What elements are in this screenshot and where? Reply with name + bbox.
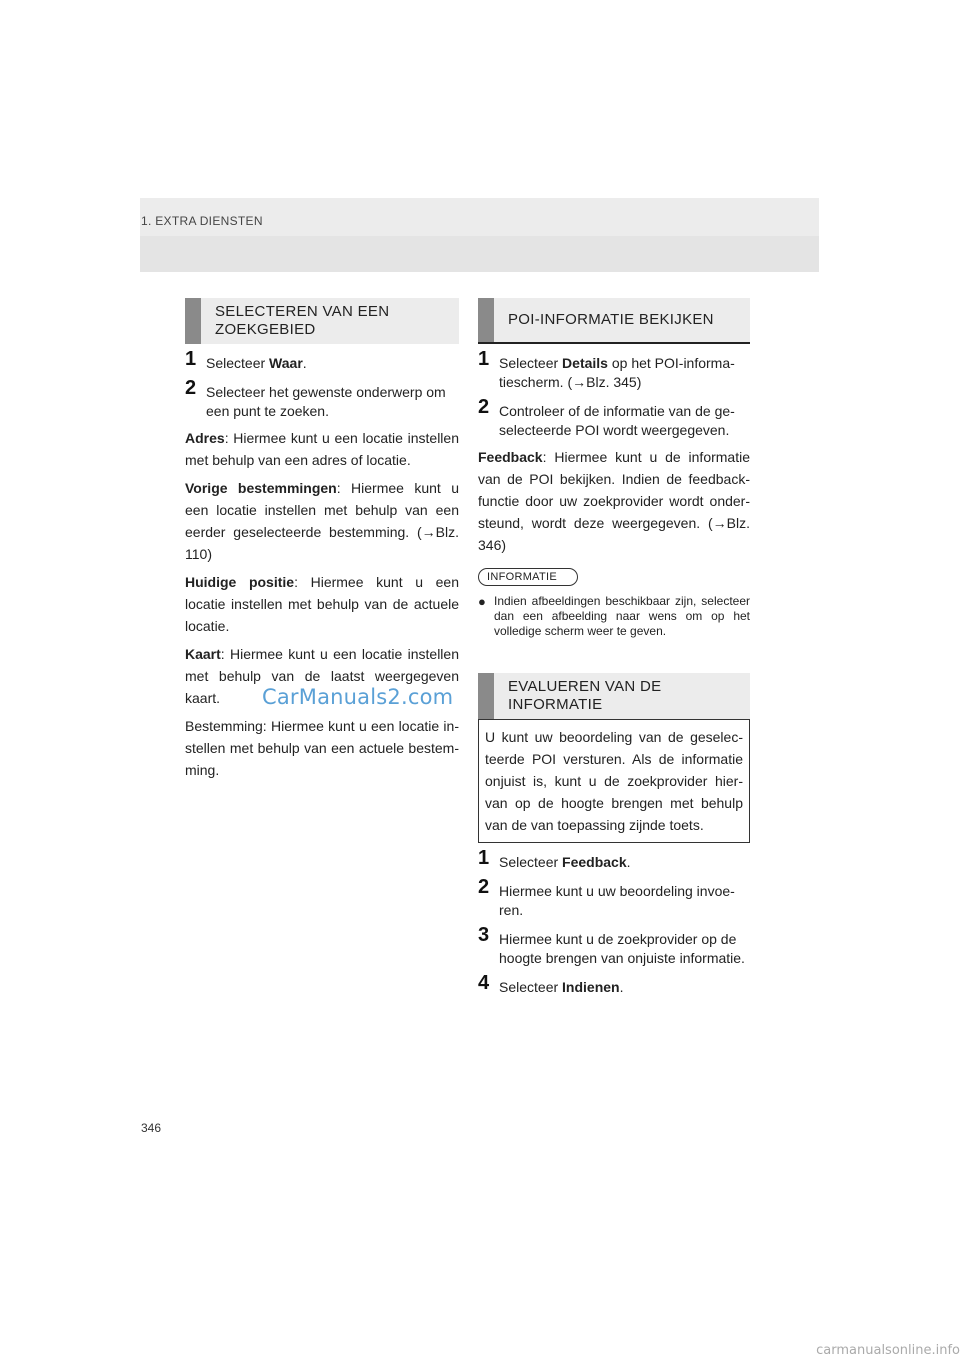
ui-term-indienen: Indienen xyxy=(562,979,620,995)
item-kaart: Kaart: Hiermee kunt u een locatie instellen met behulp van de laatst weergegeven kaart. xyxy=(185,646,459,706)
heading-bar xyxy=(478,298,494,342)
item-adres: Adres: Hiermee kunt u een locatie instellen met behulp van een adres of locatie. xyxy=(185,430,459,468)
step-2: 2 Hiermee kunt u uw beoordeling invoe-ren. xyxy=(478,876,735,918)
bullet-icon: ● xyxy=(478,594,486,609)
heading-bar xyxy=(185,298,201,344)
header-strip xyxy=(140,236,819,272)
step-1: 1 Selecteer Details op het POI-informa-tiescherm. (→Blz. 345) xyxy=(478,348,735,390)
step-3: 3 Hiermee kunt u de zoekprovider op de hoogte brengen van onjuiste informatie. xyxy=(478,924,745,966)
informatie-label: INFORMATIE xyxy=(478,568,578,586)
item-huidige-positie: Huidige positie: Hiermee kunt u een locatie instellen met behulp van de actuele locatie. xyxy=(185,574,459,634)
chapter-title: 1. EXTRA DIENSTEN xyxy=(141,214,263,228)
watermark: CarManuals2.com xyxy=(262,685,454,709)
step-2: 2 Selecteer het gewenste onderwerp om een punt te zoeken. xyxy=(185,377,446,419)
step-1: 1 Selecteer Waar. xyxy=(185,348,307,371)
step-2: 2 Controleer of de informatie van de ge-selecteerde POI wordt weergegeven. xyxy=(478,396,735,438)
info-bullet: ● Indien afbeeldingen beschikbaar zijn, selecteer dan een afbeelding naar wens om op het volledige scherm weer te geven. xyxy=(478,594,750,638)
heading-bar xyxy=(478,673,494,719)
step-4: 4 Selecteer Indienen. xyxy=(478,972,624,995)
intro-box: U kunt uw beoordeling van de geselec-teerde POI versturen. Als de informatie onjuist is, kunt u de zoekprovider hier-van op de hoogte brengen met behulp van de van toepassing zijnde toets. xyxy=(478,719,750,843)
right-column xyxy=(478,298,750,997)
section-heading-evalueren: EVALUEREN VAN DE INFORMATIE xyxy=(478,673,750,719)
ui-term-waar: Waar xyxy=(269,355,303,371)
ui-term-details: Details xyxy=(562,355,608,371)
ui-term-feedback: Feedback xyxy=(562,854,627,870)
item-vorige-bestemmingen: Vorige bestemmingen: Hiermee kunt u een locatie instellen met behulp van een eerder geselecteerde bestemming. (→Blz. 110) xyxy=(185,480,459,562)
section-heading-zoekgebied: SELECTEREN VAN EEN ZOEKGEBIED xyxy=(185,298,459,344)
item-bestemming: Bestemming: Hiermee kunt u een locatie in-stellen met behulp van een actuele bestem-ming. xyxy=(185,718,459,778)
item-feedback: Feedback: Hiermee kunt u de informatie van de POI bekijken. Indien de feedback-functie door uw zoekprovider wordt onder-steund, wordt deze weergegeven. (→Blz. 346) xyxy=(478,449,750,553)
step-1: 1 Selecteer Feedback. xyxy=(478,847,631,870)
page-number: 346 xyxy=(141,1121,162,1135)
section-heading-poi-informatie: POI-INFORMATIE BEKIJKEN xyxy=(478,298,750,344)
footer-site-watermark: carmanualsonline.info xyxy=(816,1343,960,1358)
